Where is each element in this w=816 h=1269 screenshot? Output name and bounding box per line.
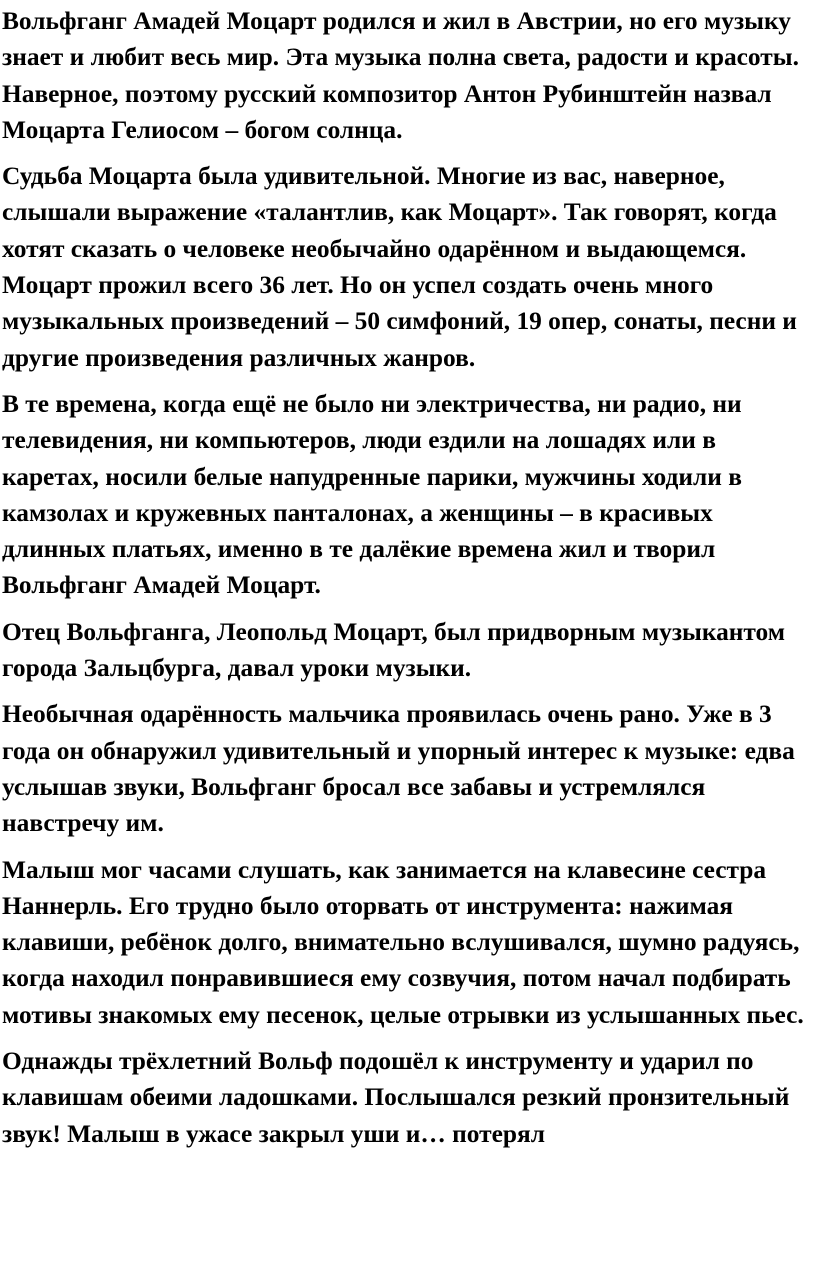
paragraph-4: Отец Вольфганга, Леопольд Моцарт, был придворным музыкантом города Зальцбурга, давал уроки музыки. xyxy=(2,617,786,683)
paragraph-2: Судьба Моцарта была удивительной. Многие из вас, наверное, слышали выражение «талантлив, как Моцарт». Так говорят, когда хотят сказать о человеке необычайно одарённом и выдающемся. Моцарт прожил всего 36 лет. Но он успел создать очень много музыкальных произведений – 50 симфоний, 19 опер, сонаты, песни и другие произведения различных жанров. xyxy=(2,162,797,372)
paragraph-7: Однажды трёхлетний Вольф подошёл к инструменту и ударил по клавишам обеими ладошками. Послышался резкий пронзительный звук! Малыш в ужасе закрыл уши и… потерял xyxy=(2,1047,790,1148)
paragraph-6: Малыш мог часами слушать, как занимается на клавесине сестра Наннерль. Его трудно было оторвать от инструмента: нажимая клавиши, ребёнок долго, внимательно вслушивался, шумно радуясь, когда находил понравившиеся ему созвучия, потом начал подбирать мотивы знакомых ему песенок, целые отрывки из услышанных пьес. xyxy=(2,855,804,1029)
paragraph-5: Необычная одарённость мальчика проявилась очень рано. Уже в 3 года он обнаружил удивительный и упорный интерес к музыке: едва услышав звуки, Вольфганг бросал все забавы и устремлялся навстречу им. xyxy=(2,700,795,838)
paragraph-3: В те времена, когда ещё не было ни электричества, ни радио, ни телевидения, ни компьютеров, люди ездили на лошадях или в каретах, носили белые напудренные парики, мужчины ходили в камзолах и кружевных панталонах, а женщины – в красивых длинных платьях, именно в те далёкие времена жил и творил Вольфганг Амадей Моцарт. xyxy=(2,389,742,600)
paragraph-1: Вольфганг Амадей Моцарт родился и жил в Австрии, но его музыку знает и любит весь мир. Эта музыка полна света, радости и красоты. Наверное, поэтому русский композитор Антон Рубинштейн назвал Моцарта Гелиосом – богом солнца. xyxy=(2,7,799,144)
